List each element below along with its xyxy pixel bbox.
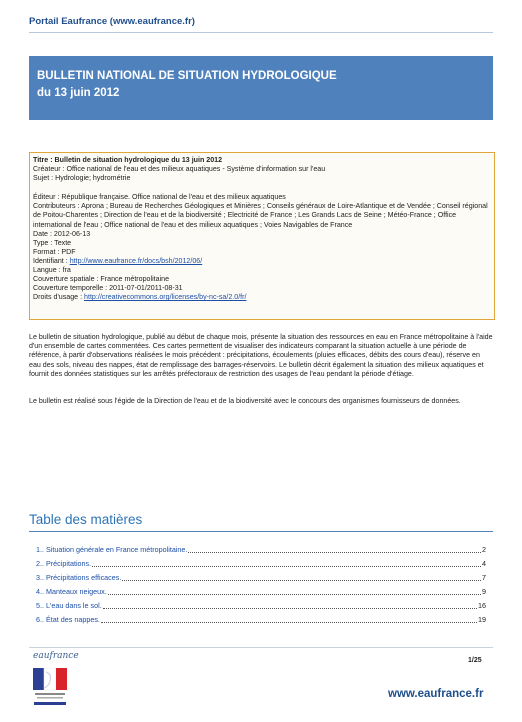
- identifiant-link[interactable]: http://www.eaufrance.fr/docs/bsh/2012/06/: [69, 256, 203, 265]
- toc-entry-page: 2: [482, 545, 486, 554]
- page-number: 1/25: [468, 657, 482, 664]
- banner-title: BULLETIN NATIONAL DE SITUATION HYDROLOGIQUE: [37, 70, 337, 82]
- toc-entry-page: 9: [482, 587, 486, 596]
- toc-entry-label[interactable]: 6.. État des nappes.: [36, 615, 100, 624]
- toc-divider: [29, 531, 493, 532]
- meta-identifiant-label: Identifiant :: [33, 256, 70, 265]
- toc-entry-page: 7: [482, 573, 486, 582]
- meta-langue: Langue : fra: [33, 266, 71, 275]
- toc-leader: [108, 587, 481, 595]
- eaufrance-logo: eaufrance: [33, 651, 79, 661]
- toc-entry[interactable]: [36, 545, 486, 555]
- toc-title: Table des matières: [29, 512, 143, 527]
- toc-leader: [188, 545, 481, 553]
- toc-entry[interactable]: [36, 559, 486, 569]
- meta-couverture-spatiale: Couverture spatiale : France métropolitaine: [33, 275, 170, 284]
- toc-entry-page: 4: [482, 559, 486, 568]
- portal-header: Portail Eaufrance (www.eaufrance.fr): [29, 16, 195, 27]
- meta-format: Format : PDF: [33, 247, 76, 256]
- meta-identifiant: [33, 257, 491, 266]
- meta-sujet: Sujet : Hydrologie; hydrométrie: [33, 174, 131, 183]
- title-banner: [29, 56, 493, 120]
- intro-paragraph-2: Le bulletin est réalisé sous l'égide de la Direction de l'eau et de la biodiversité avec le concours des organismes fournisseurs de données.: [29, 397, 461, 405]
- banner-date: du 13 juin 2012: [37, 87, 120, 99]
- toc-entry-label[interactable]: 1.. Situation générale en France métropolitaine.: [36, 545, 188, 554]
- toc-leader: [92, 559, 481, 567]
- toc-entry[interactable]: [36, 601, 486, 611]
- toc-entry-label[interactable]: 3.. Précipitations efficaces.: [36, 573, 122, 582]
- toc-leader: [101, 615, 477, 623]
- toc-entry[interactable]: [36, 587, 486, 597]
- meta-contributeurs: Contributeurs : Aprona ; Bureau de Recherches Géologiques et Minières ; Conseils généraux de Loire-Atlantique et de Vendée ; Conseil régional de Poitou-Charentes ; Direction de l'eau et de la biodiversité ; Electricité de France ; Les Grands Lacs de Seine ; Météo-France ; Office international de l'eau ; Office national de l'eau et des milieux aquatiques ; Voies Navigables de France: [33, 202, 488, 229]
- marianne-logo-icon: [33, 668, 67, 708]
- site-link[interactable]: www.eaufrance.fr: [388, 688, 484, 700]
- license-link[interactable]: http://creativecommons.org/licenses/by-nc-sa/2.0/fr/: [84, 293, 247, 302]
- toc-entry-label[interactable]: 5.. L'eau dans le sol.: [36, 601, 102, 610]
- toc-entry[interactable]: [36, 615, 486, 625]
- toc-entry-label[interactable]: 4.. Manteaux neigeux.: [36, 587, 107, 596]
- toc-leader: [103, 601, 477, 609]
- footer-divider: [29, 647, 493, 648]
- meta-date: Date : 2012-06-13: [33, 229, 91, 238]
- toc-leader: [122, 573, 481, 581]
- toc-entry-label[interactable]: 2.. Précipitations.: [36, 559, 92, 568]
- meta-droits-label: Droits d'usage :: [33, 293, 85, 302]
- meta-editeur: Éditeur : République française. Office national de l'eau et des milieux aquatiques: [33, 193, 286, 202]
- header-divider: [29, 32, 493, 33]
- intro-paragraph: Le bulletin de situation hydrologique, publié au début de chaque mois, présente la situation des ressources en eau en France métropolitaine à l'aide d'un ensemble de cartes commentées. Ces cartes permettent de visualiser des indicateurs comparant la situation actuelle à une période de référence, à partir d'observations réalisées le mois précédent : précipitations, écoulements (pluies efficaces, débits des cours d'eau), réserve en eau des sols, niveau des nappes, état de remplissage des barrages-réservoirs. Le bulletin décrit également la situation des milieux aquatiques et fournit des données statistiques sur les arrêtés préfectoraux de restriction des usages de l'eau pendant la période d'étiage.: [29, 333, 493, 378]
- toc-entry-page: 19: [478, 615, 486, 624]
- meta-createur: Créateur : Office national de l'eau et des milieux aquatiques - Système d'information sur l'eau: [33, 165, 326, 174]
- meta-droits: [33, 293, 491, 302]
- metadata-box: [29, 152, 495, 320]
- meta-type: Type : Texte: [33, 238, 72, 247]
- meta-couverture-temporelle: Couverture temporelle : 2011-07-01/2011-08-31: [33, 284, 183, 293]
- toc-entry[interactable]: [36, 573, 486, 583]
- meta-titre: Titre : Bulletin de situation hydrologique du 13 juin 2012: [33, 156, 223, 164]
- toc-entry-page: 16: [478, 601, 486, 610]
